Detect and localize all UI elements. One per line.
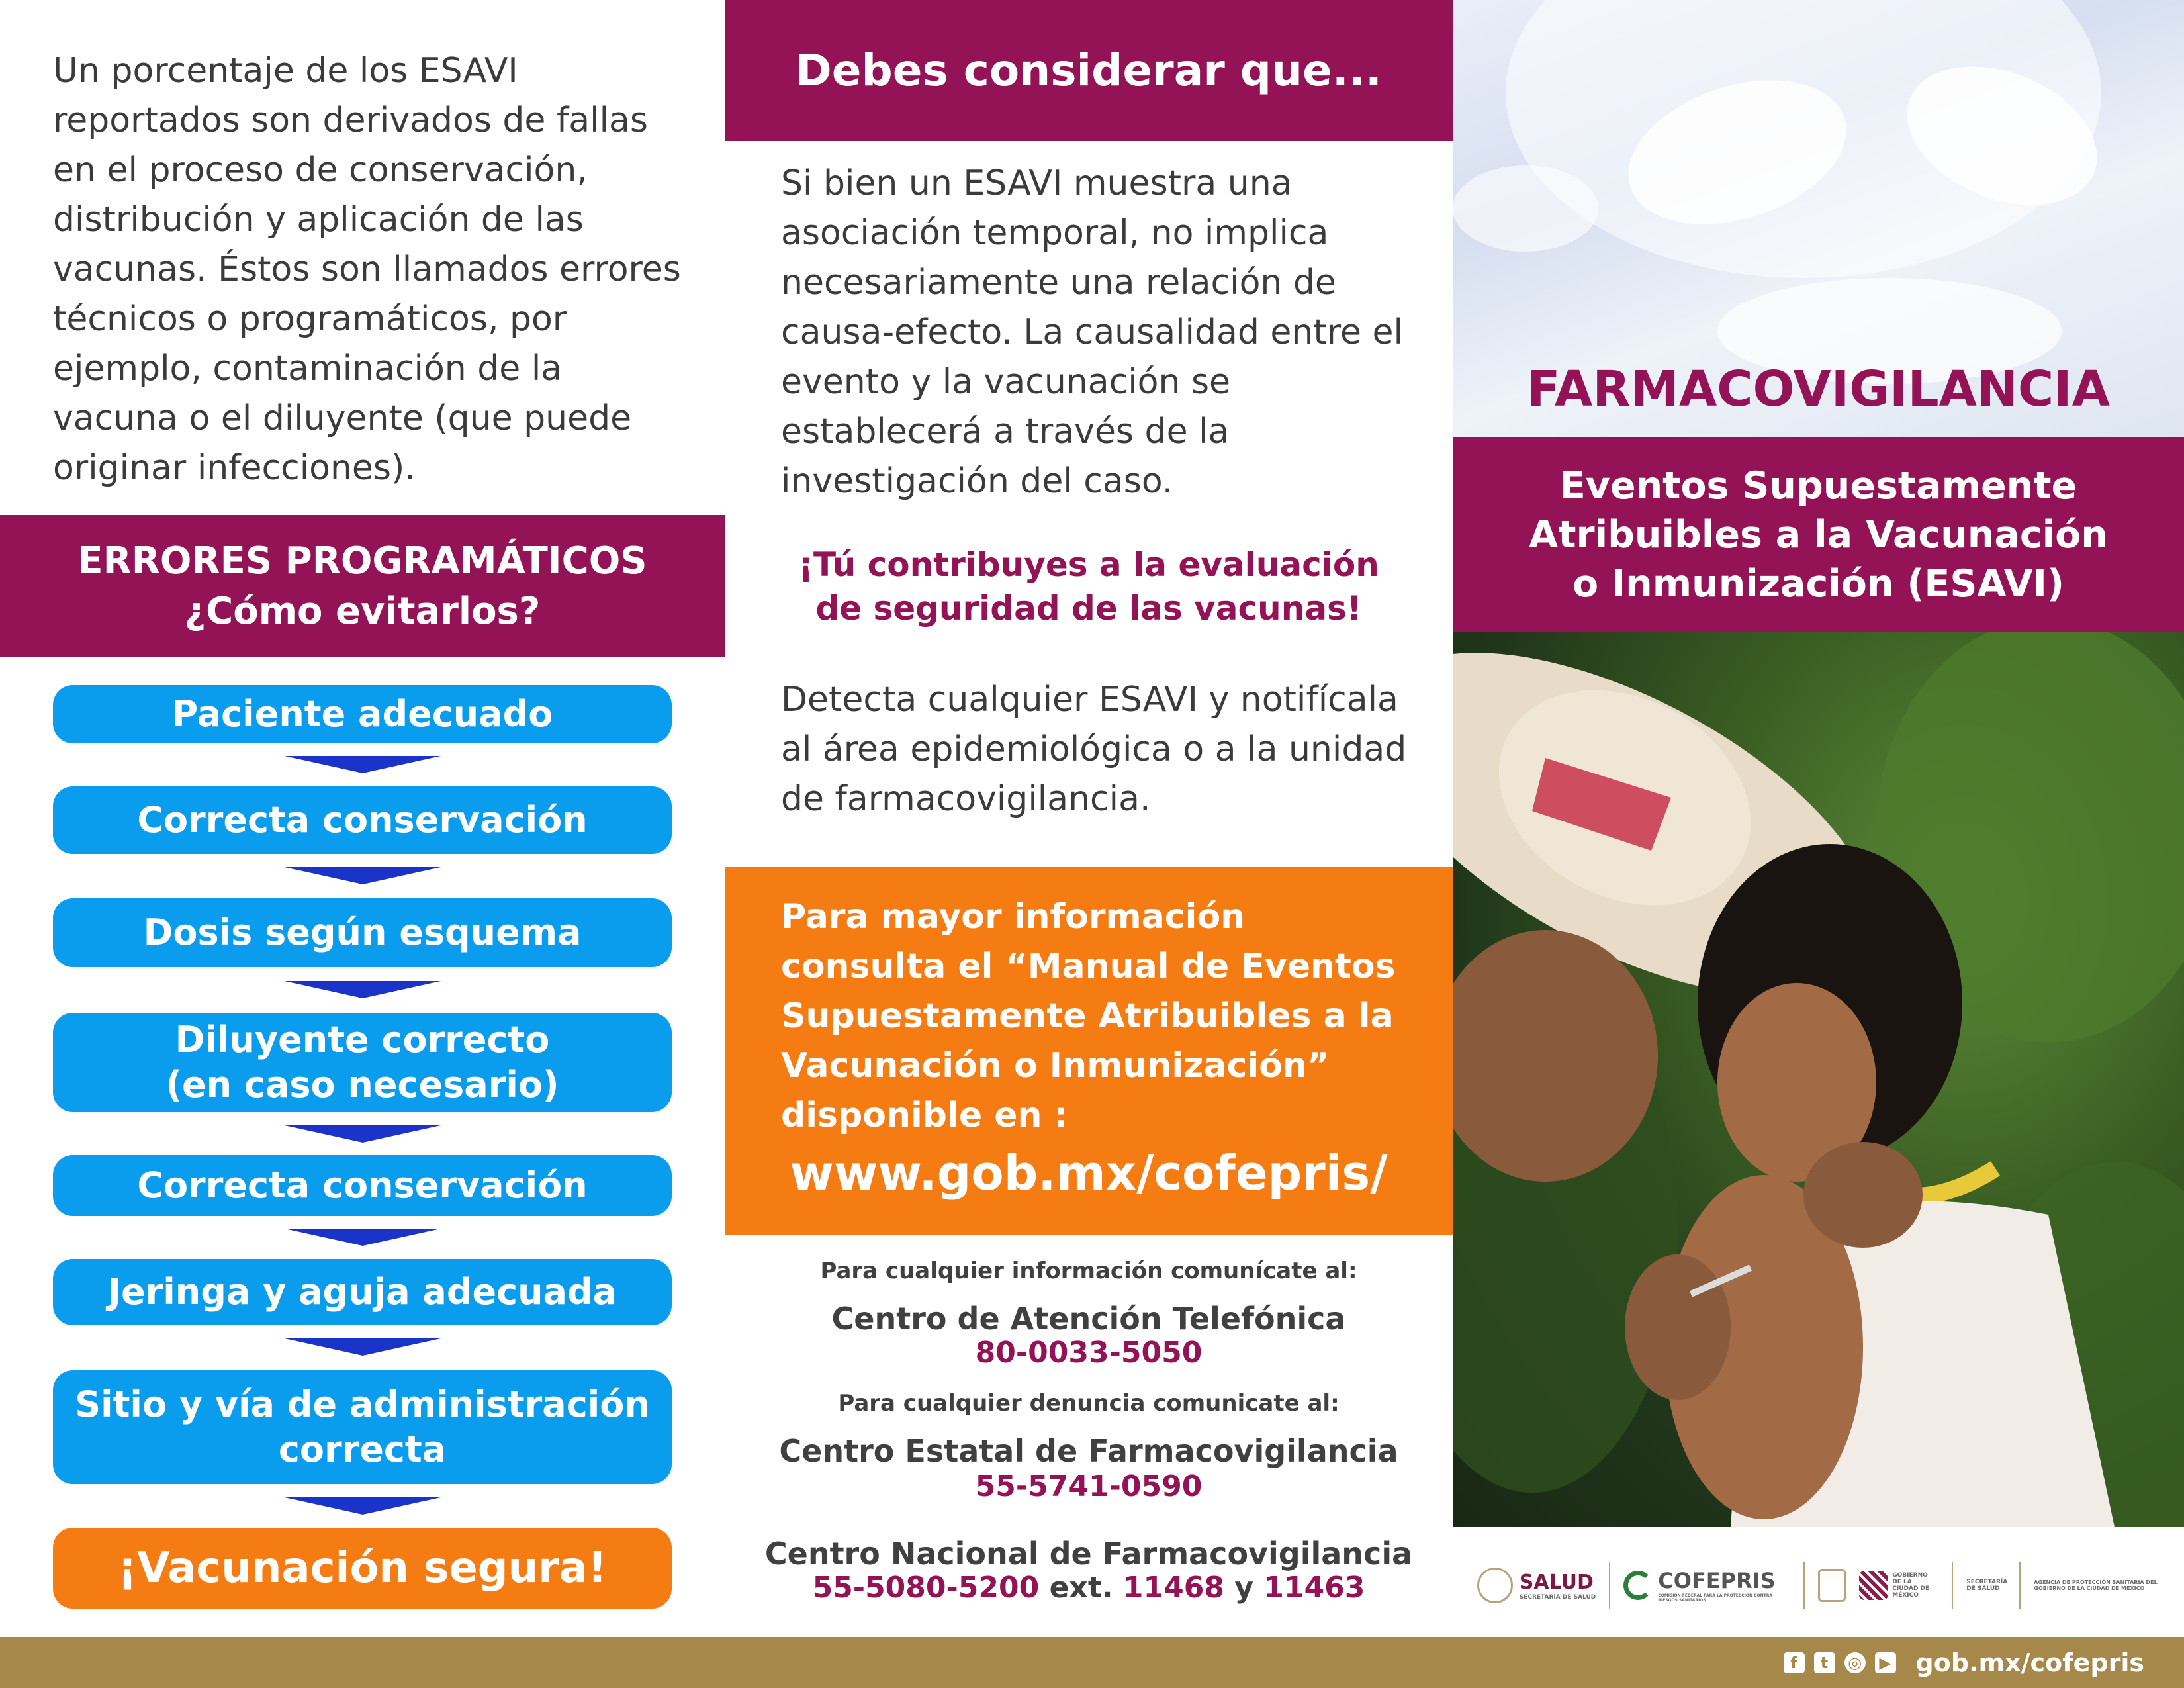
salud-logo-text: SALUD	[1519, 1570, 1594, 1594]
national-center-number[interactable]: 55-5080-5200	[812, 1571, 1040, 1605]
step-label: Sitio y vía de administración	[75, 1383, 650, 1425]
down-arrow-icon	[285, 1229, 441, 1246]
cdmx-logo	[1859, 1571, 1938, 1600]
step-jeringa	[53, 1259, 672, 1325]
consider-paragraph: Si bien un ESAVI muestra una asociación temporal, no implica necesariamente una relación de causa-efecto. La causalidad entre el evento y la vacunación se establecerá a través de la investigación del caso.	[781, 164, 1403, 501]
subtitle-line: o Inmunización (ESAVI)	[1572, 561, 2065, 606]
footer-bar	[0, 1637, 2184, 1688]
step-label: Jeringa y aguja adecuada	[107, 1271, 617, 1313]
instagram-icon[interactable]: ◎	[1844, 1652, 1866, 1673]
logo-divider	[1803, 1562, 1805, 1609]
errors-banner	[0, 515, 725, 657]
twitter-icon[interactable]: t	[1814, 1652, 1835, 1673]
state-center-name: Centro Estatal de Farmacovigilancia	[779, 1433, 1398, 1469]
complaint-intro: Para cualquier denuncia comunicate al:	[838, 1390, 1340, 1417]
agencia-logo-text: AGENCIA DE PROTECCIÓN SANITARIA DEL GOBIERNO DE LA CIUDAD DE MÉXICO	[2034, 1579, 2158, 1591]
detect-paragraph: Detecta cualquier ESAVI y notifícala al área epidemiológica o a la unidad de farmacovigilancia.	[781, 680, 1407, 819]
footer-url-link[interactable]: gob.mx/cofepris	[1915, 1648, 2144, 1677]
subtitle-banner	[1453, 437, 2184, 632]
step-vacunacion-segura	[53, 1528, 672, 1609]
step-label-sub: (en caso necesario)	[165, 1064, 559, 1105]
cofepris-logo	[1623, 1568, 1790, 1603]
cdmx-emblem-icon	[1859, 1571, 1888, 1600]
down-arrow-icon	[285, 867, 441, 884]
down-arrow-icon	[285, 1497, 441, 1515]
ext-label: ext.	[1049, 1571, 1113, 1605]
phone-center-name: Centro de Atención Telefónica	[831, 1301, 1346, 1336]
contribute-line: ¡Tú contribuyes a la evaluación	[798, 545, 1379, 584]
step-conservacion-2	[53, 1155, 672, 1216]
phone-center-number[interactable]: 80-0033-5050	[975, 1336, 1203, 1370]
contribute-line: de seguridad de las vacunas!	[815, 589, 1362, 628]
step-diluyente	[53, 1013, 672, 1112]
subtitle-line: Atribuibles a la Vacunación	[1529, 512, 2108, 557]
cofepris-logo-text: COFEPRIS	[1658, 1568, 1776, 1593]
salud-logo-subtext: SECRETARÍA DE SALUD	[1519, 1593, 1596, 1601]
logo-divider	[2019, 1562, 2021, 1609]
footer-social	[1784, 1637, 2144, 1688]
extension-2[interactable]: 11463	[1263, 1571, 1365, 1605]
step-label: Paciente adecuado	[171, 693, 553, 735]
errors-banner-title: ERRORES PROGRAMÁTICOS	[77, 539, 647, 583]
step-paciente	[53, 685, 672, 743]
cofepris-logo-subtext: COMISIÓN FEDERAL PARA LA PROTECCIÓN CONTRA RIESGOS SANITARIOS	[1658, 1593, 1773, 1603]
contribute-callout	[741, 543, 1436, 630]
down-arrow-icon	[285, 1125, 441, 1143]
main-title: FARMACOVIGILANCIA	[1527, 361, 2110, 418]
subtitle-line: Eventos Supuestamente	[1559, 463, 2077, 508]
national-center-name: Centro Nacional de Farmacovigilancia	[764, 1536, 1413, 1571]
errors-banner-subtitle: ¿Cómo evitarlos?	[184, 589, 541, 633]
mexico-seal-icon	[1477, 1568, 1513, 1603]
step-label: ¡Vacunación segura!	[117, 1544, 608, 1593]
consider-banner: Debes considerar que...	[725, 0, 1453, 141]
cdmx-logo-text: GOBIERNO DE LA CIUDAD DE MÉXICO	[1892, 1572, 1930, 1599]
extension-1[interactable]: 11468	[1122, 1571, 1224, 1605]
intro-paragraph: Un porcentaje de los ESAVI reportados son derivados de fallas en el proceso de conservación, distribución y aplicación de las vacunas. Éstos son llamados errores técnicos o programáticos, por ejemplo, contaminación de la vacuna o el diluyente (que puede originar infecciones).	[53, 51, 681, 488]
info-text: Para mayor información consulta el “Manual de Eventos Supuestamente Atribuibles a la Vacunación o Inmunización” disponible en :	[781, 897, 1396, 1135]
down-arrow-icon	[285, 756, 441, 773]
secretaria-logo-text: SECRETARÍA DE SALUD	[1966, 1579, 2008, 1592]
facebook-icon[interactable]: f	[1784, 1652, 1805, 1673]
institution-logos	[1453, 1549, 2184, 1622]
youtube-icon[interactable]: ▶	[1875, 1652, 1896, 1673]
cofepris-url-link[interactable]: www.gob.mx/cofepris/	[790, 1145, 1388, 1201]
state-center-number[interactable]: 55-5741-0590	[975, 1470, 1203, 1503]
vaccination-scene-icon	[1453, 632, 2184, 1527]
step-conservacion-1	[53, 786, 672, 854]
pill-shape-icon	[1453, 165, 1598, 252]
logo-divider	[1952, 1562, 1953, 1609]
step-label: Correcta conservación	[137, 799, 588, 841]
info-box	[725, 867, 1453, 1235]
step-label: Diluyente correcto	[175, 1019, 550, 1060]
step-label: Dosis según esquema	[143, 912, 582, 953]
salud-logo	[1477, 1568, 1596, 1603]
step-sitio-via	[53, 1370, 672, 1484]
contact-intro: Para cualquier información comunícate al:	[820, 1258, 1357, 1284]
cdmx-shield-icon	[1818, 1569, 1846, 1602]
ext-and: y	[1234, 1571, 1253, 1605]
step-label: Correcta conservación	[137, 1164, 588, 1206]
logo-divider	[1609, 1562, 1610, 1609]
vaccination-photo	[1453, 632, 2184, 1527]
cofepris-c-icon	[1623, 1571, 1653, 1600]
down-arrow-icon	[285, 1338, 441, 1356]
step-label-sub: correcta	[278, 1429, 447, 1470]
down-arrow-icon	[285, 981, 441, 998]
national-center-numbers	[725, 1571, 1453, 1605]
step-dosis	[53, 898, 672, 967]
